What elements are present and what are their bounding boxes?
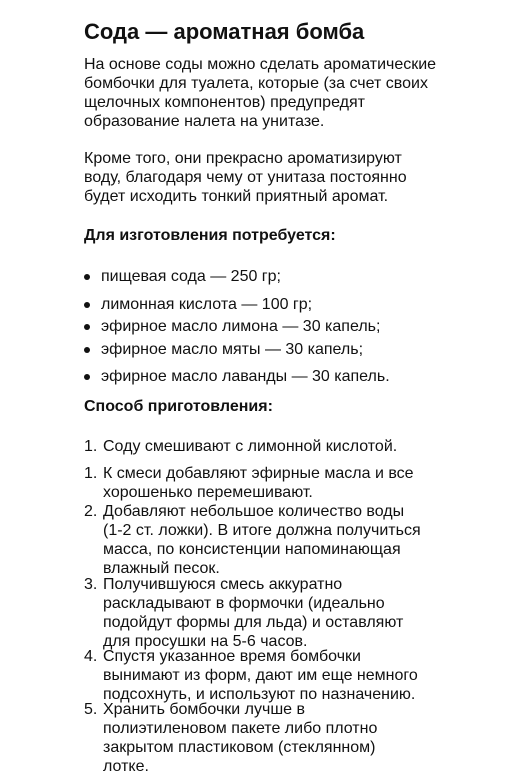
- step-line: полиэтиленовом пакете либо плотно: [103, 720, 378, 737]
- step-number: 1.: [84, 438, 98, 455]
- step-line: Спустя указанное время бомбочки: [103, 648, 361, 665]
- step-text: [103, 575, 403, 651]
- step-line: Получившуюся смесь аккуратно: [103, 576, 343, 593]
- ingredient-text: пищевая сода — 250 гр;: [101, 268, 281, 285]
- step-line: раскладывают в формочки (идеально: [103, 595, 385, 612]
- step-line: Хранить бомбочки лучше в: [103, 701, 306, 718]
- step-number: 2.: [84, 503, 98, 520]
- step-number: 3.: [84, 576, 98, 593]
- step-line: для просушки на 5-6 часов.: [103, 633, 308, 650]
- paragraph-line: Кроме того, они прекрасно ароматизируют: [84, 150, 402, 167]
- step-text: [103, 464, 414, 502]
- step-line: влажный песок.: [103, 560, 220, 577]
- bullet-icon: [84, 274, 90, 280]
- paragraph-line: щелочных компонентов) предупредят: [84, 94, 365, 111]
- aroma-paragraph: [84, 149, 524, 206]
- step-text: [103, 502, 421, 578]
- ingredients-heading: Для изготовления потребуется:: [84, 227, 336, 244]
- step-line: подсохнуть, и используют по назначению.: [103, 686, 416, 703]
- step-line: масса, по консистенции напоминающая: [103, 541, 401, 558]
- step-line: вынимают из форм, дают им еще немного: [103, 667, 418, 684]
- paragraph-line: воду, благодаря чему от унитаза постоянно: [84, 169, 407, 186]
- step-text: [103, 437, 397, 456]
- step-line: Добавляют небольшое количество воды: [103, 503, 405, 520]
- step-line: закрытом пластиковом (стеклянном): [103, 739, 376, 756]
- step-number: 5.: [84, 701, 98, 718]
- bullet-icon: [84, 347, 90, 353]
- step-line: К смеси добавляют эфирные масла и все: [103, 465, 414, 482]
- ingredient-text: эфирное масло мяты — 30 капель;: [101, 341, 364, 358]
- step-line: (1-2 ст. ложки). В итоге должна получиться: [103, 522, 421, 539]
- step-text: [103, 647, 418, 704]
- bullet-icon: [84, 302, 90, 308]
- paragraph-line: На основе соды можно сделать ароматические: [84, 56, 437, 73]
- paragraph-line: образование налета на унитазе.: [84, 113, 325, 130]
- step-number: 1.: [84, 465, 98, 482]
- method-heading: Способ приготовления:: [84, 398, 273, 415]
- step-line: хорошенько перемешивают.: [103, 484, 313, 501]
- paragraph-line: будет исходить тонкий приятный аромат.: [84, 188, 389, 205]
- bullet-icon: [84, 374, 90, 380]
- article-title: Сода — ароматная бомба: [84, 19, 365, 44]
- step-line: подойдут формы для льда) и оставляют: [103, 614, 404, 631]
- paragraph-line: бомбочки для туалета, которые (за счет своих: [84, 75, 428, 92]
- step-text: [103, 700, 377, 776]
- intro-paragraph: [84, 55, 524, 131]
- step-line: лотке.: [103, 758, 149, 775]
- ingredient-text: эфирное масло лаванды — 30 капель.: [101, 368, 390, 385]
- bullet-icon: [84, 324, 90, 330]
- step-number: 4.: [84, 648, 98, 665]
- ingredient-text: эфирное масло лимона — 30 капель;: [101, 318, 381, 335]
- ingredient-text: лимонная кислота — 100 гр;: [101, 296, 313, 313]
- step-line: Соду смешивают с лимонной кислотой.: [103, 438, 398, 455]
